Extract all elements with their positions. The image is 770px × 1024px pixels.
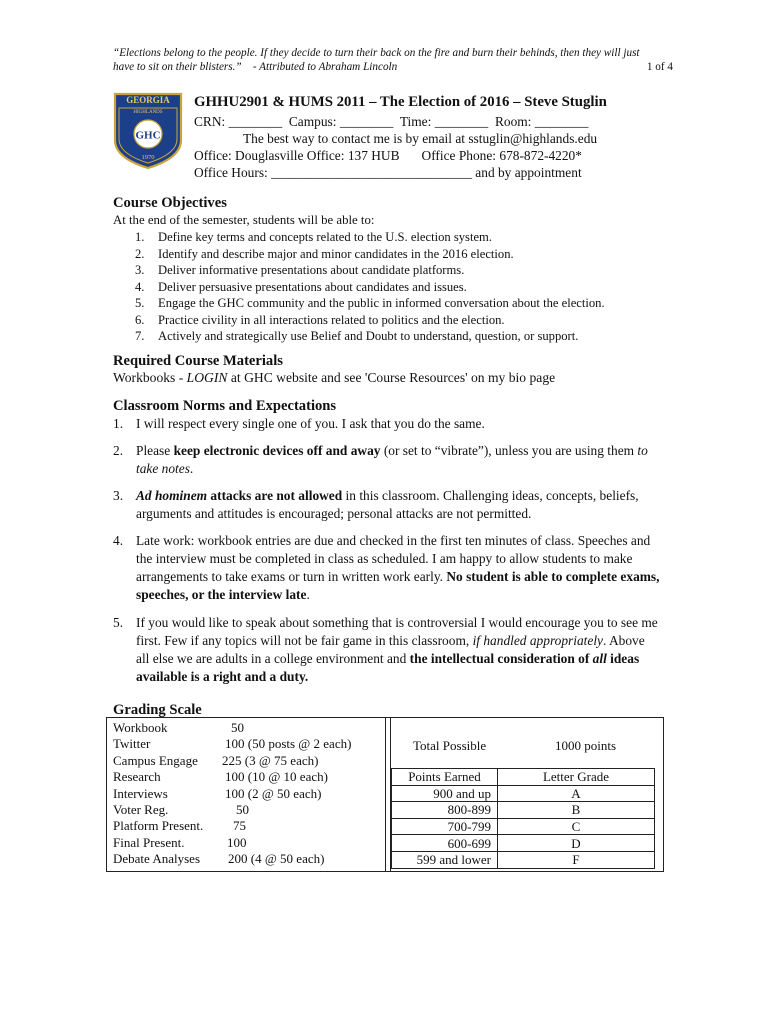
- list-item: 5. Engage the GHC community and the public in informed conversation about the election.: [135, 296, 605, 310]
- seal-monogram: GHC: [135, 129, 161, 142]
- seal-top-text: GEORGIA: [126, 95, 170, 105]
- contact-line: The best way to contact me is by email at sstuglin@highlands.edu: [243, 131, 598, 146]
- table-row: 700-799 C: [392, 818, 655, 835]
- list-item: 2. Identify and describe major and minor candidates in the 2016 election.: [135, 246, 514, 261]
- objectives-heading: Course Objectives: [113, 195, 227, 211]
- page-indicator: 1 of 4: [646, 61, 673, 73]
- list-item: 3. Ad hominem attacks are not allowed in this classroom. Challenging ideas, concepts, beliefs, arguments and attitudes is encouraged; personal attacks are not permitted.: [113, 488, 639, 521]
- office-hours-line: Office Hours: ______________________________ and by appointment: [194, 165, 582, 180]
- quote-line-2: have to sit on their blisters.” - Attributed to Abraham Lincoln: [113, 61, 398, 73]
- list-item: 2. Please keep electronic devices off and away (or set to “vibrate”), unless you are using them to take notes.: [113, 443, 648, 476]
- list-item: 3. Deliver informative presentations about candidate platforms.: [135, 263, 465, 277]
- objectives-list: [113, 229, 605, 345]
- materials-text: Workbooks - LOGIN at GHC website and see 'Course Resources' on my bio page: [113, 370, 556, 385]
- list-item: 4. Late work: workbook entries are due and checked in the first ten minutes of class. Speeches and the interview must be completed in class as scheduled. I am happy to allow students to make arrangements to take exams or turn in written work early. No student is able to complete exams, speeches, or the interview late.: [113, 533, 660, 602]
- office-phone: Office Phone: 678-872-4220*: [421, 148, 582, 163]
- norms-list: [113, 415, 661, 686]
- course-header: [194, 93, 664, 181]
- quote-line-1: “Elections belong to the people. If they decide to turn their back on the fire and burn their behinds, then they will just: [113, 47, 640, 59]
- table-row: Points Earned Letter Grade: [392, 769, 655, 786]
- list-item: 5. If you would like to speak about something that is controversial I would encourage you to see me first. Few if any topics will not be fair game in this classroom, if handled appropriately. Above all else we are adults in a college environment and the intellectual consideration of all ideas available is a right and a duty.: [113, 615, 658, 684]
- office-location: Office: Douglasville Office: 137 HUB: [194, 148, 400, 163]
- letter-grade-table: [391, 768, 655, 869]
- college-seal-logo: [113, 92, 183, 170]
- table-row: 600-699 D: [392, 835, 655, 852]
- header-quote: [113, 46, 673, 74]
- total-possible-value: 1000 points: [555, 738, 617, 753]
- list-item: 7. Actively and strategically use Belief and Doubt to understand, question, or support.: [135, 329, 579, 343]
- course-title: GHHU2901 & HUMS 2011 – The Election of 2016 – Steve Stuglin: [194, 94, 607, 110]
- table-row: 800-899 B: [392, 802, 655, 819]
- table-row: 599 and lower F: [392, 851, 655, 868]
- office-line: [194, 147, 664, 164]
- total-possible-label: Total Possible: [413, 738, 487, 753]
- grading-heading: Grading Scale: [113, 702, 202, 718]
- objectives-intro: At the end of the semester, students will be able to:: [113, 213, 375, 227]
- list-item: 6. Practice civility in all interactions related to politics and the election.: [135, 312, 505, 327]
- crn-line: CRN: ________ Campus: ________ Time: ________ Room: ________: [194, 114, 589, 129]
- list-item: 4. Deliver persuasive presentations about candidates and issues.: [135, 279, 467, 294]
- login-link[interactable]: LOGIN: [186, 370, 228, 385]
- norms-heading: Classroom Norms and Expectations: [113, 398, 337, 414]
- list-item: 1. I will respect every single one of you. I ask that you do the same.: [113, 416, 485, 431]
- seal-sub-text: HIGHLANDS: [133, 110, 163, 115]
- seal-year: 1970: [141, 154, 155, 161]
- grading-table: Workbook 50 Twitter 100 (50 posts @ 2 each) Campus Engage 225 (3 @ 75 each) Research 100 (10 @ 10 each) Interviews 100 (2 @ 50 each) Voter Reg. 50 Platform Present. 75 Final Present. 100 Debate Analyses 200 (4 @ 50 each) Total Possible 1000 points Points Earned Letter Grade 900 and up A 800-899 B 700-799 C 600-699 D 599 and lower F: [106, 717, 664, 872]
- table-row: 900 and up A: [392, 785, 655, 802]
- list-item: 1. Define key terms and concepts related to the U.S. election system.: [135, 230, 492, 244]
- materials-heading: Required Course Materials: [113, 353, 283, 369]
